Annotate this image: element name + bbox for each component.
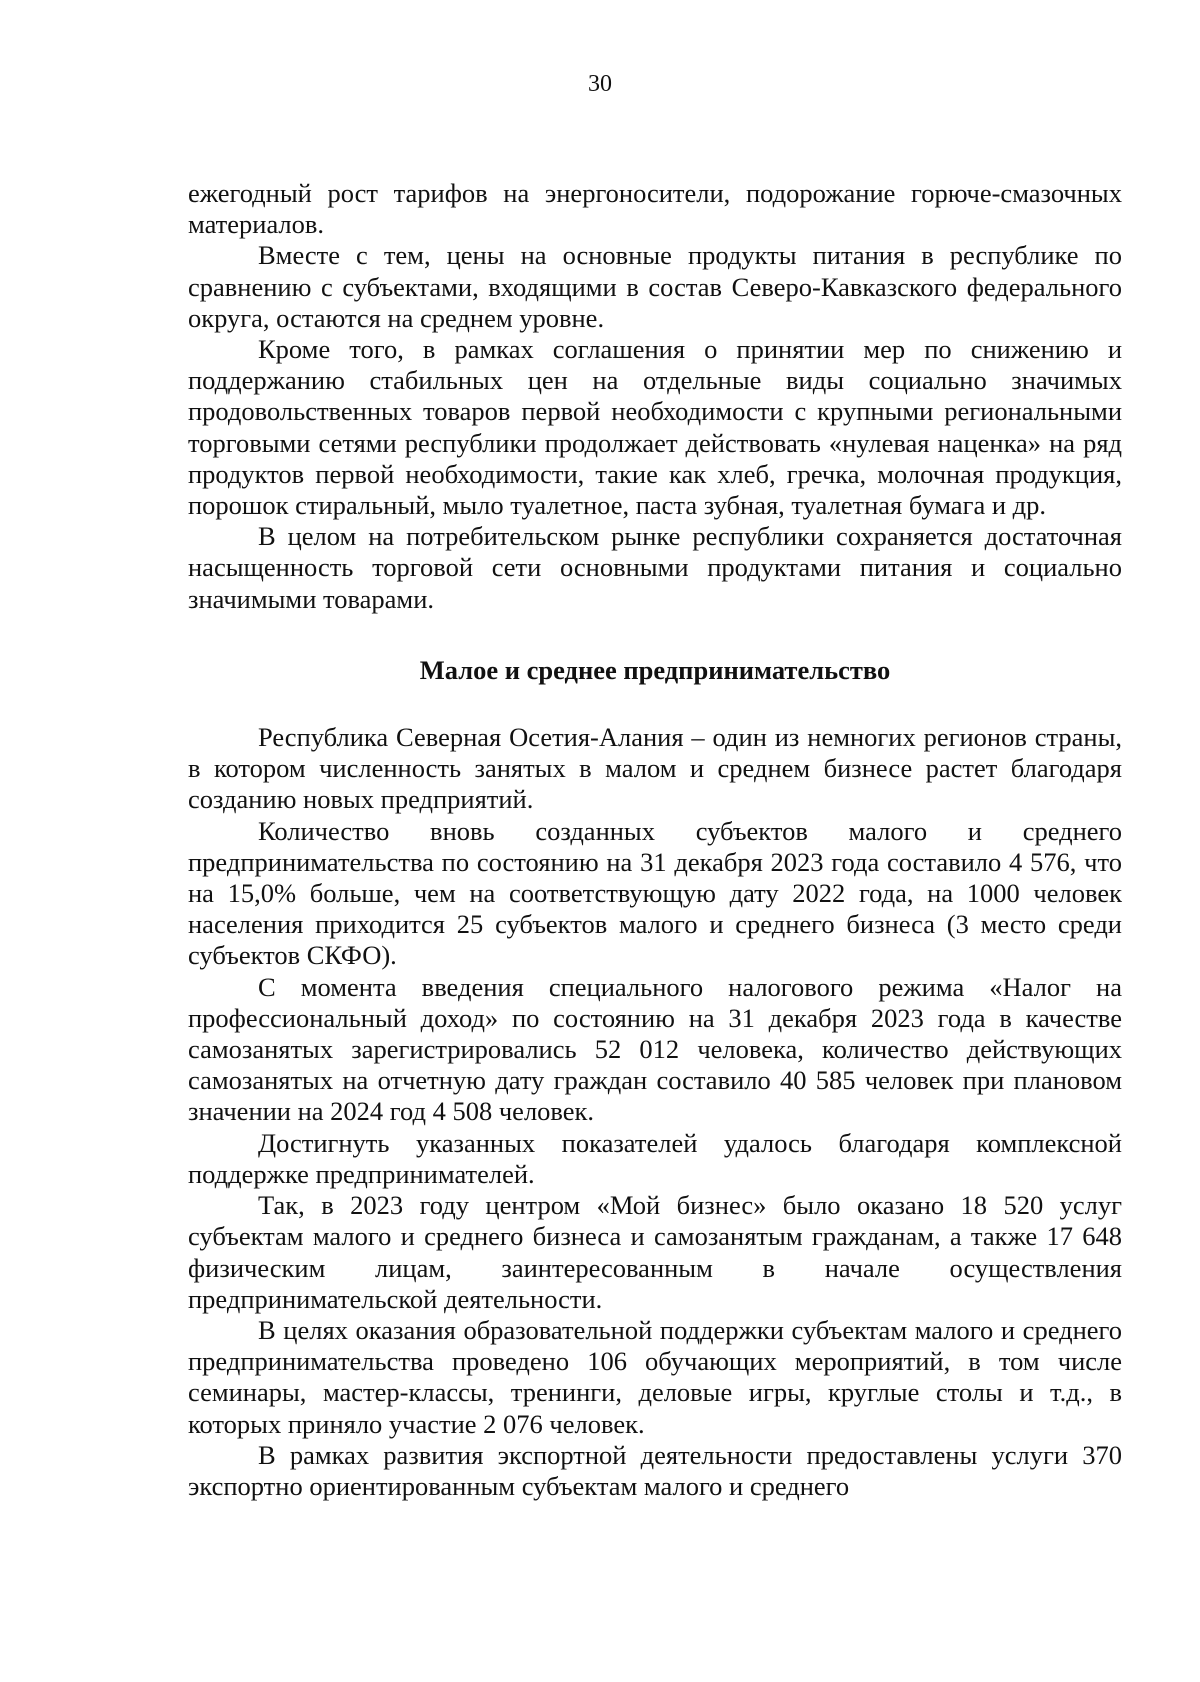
page-content [188,178,1122,1502]
paragraph-my-business-center: Так, в 2023 году центром «Мой бизнес» было оказано 18 520 услуг субъектам малого и среднего бизнеса и самозанятым гражданам, а также 17 648 физическим лицам, заинтересованным в начале осуществления предпринимательской деятельности. [188,1190,1122,1314]
paragraph-export: В рамках развития экспортной деятельности предоставлены услуги 370 экспортно ориентированным субъектам малого и среднего [188,1439,1122,1501]
section-heading: Малое и среднее предпринимательство [419,654,891,685]
paragraph-education: В целях оказания образовательной поддержки субъектам малого и среднего предпринимательства проведено 106 обучающих мероприятий, в том числе семинары, мастер-классы, тренинги, деловые игры, круглые столы и т.д., в которых приняло участие 2 076 человек. [188,1314,1122,1439]
paragraph-self-employed: С момента введения специального налогового режима «Налог на профессиональный доход» по состоянию на 31 декабря 2023 года в качестве самозанятых зарегистрировались 52 012 человека, количество действующих самозанятых на отчетную дату граждан составило 40 585 человек при плановом значении на 2024 год 4 508 человек. [188,971,1122,1127]
paragraph-market-saturation: В целом на потребительском рынке республики сохраняется достаточная насыщенность торговой сети основными продуктами питания и социально значимыми товарами. [188,521,1122,614]
paragraph-food-prices: Вместе с тем, цены на основные продукты питания в республике по сравнению с субъектами, входящими в состав Северо-Кавказского федерального округа, остаются на среднем уровне. [188,240,1122,333]
spacer [188,686,1122,722]
page-number: 30 [588,71,612,97]
paragraph-zero-markup: Кроме того, в рамках соглашения о принятии мер по снижению и поддержанию стабильных цен на отдельные виды социально значимых продовольственных товаров первой необходимости с крупными региональными торговыми сетями республики продолжает действовать «нулевая наценка» на ряд продуктов первой необходимости, такие как хлеб, гречка, молочная продукция, порошок стиральный, мыло туалетное, паста зубная, туалетная бумага и др. [188,334,1122,521]
paragraph-new-sme-count: Количество вновь созданных субъектов малого и среднего предпринимательства по состоянию на 31 декабря 2023 года составило 4 576, что на 15,0% больше, чем на соответствующую дату 2022 года, на 1000 человек населения приходится 25 субъектов малого и среднего бизнеса (3 место среди субъектов СКФО). [188,815,1122,971]
paragraph-republic-sme: Республика Северная Осетия-Алания – один из немногих регионов страны, в котором численность занятых в малом и среднем бизнесе растет благодаря созданию новых предприятий. [188,722,1122,815]
paragraph-support: Достигнуть указанных показателей удалось благодаря комплексной поддержке предпринимателей. [188,1127,1122,1189]
spacer [188,615,1122,655]
paragraph-continuation: ежегодный рост тарифов на энергоносители, подорожание горюче-смазочных материалов. [188,178,1122,240]
